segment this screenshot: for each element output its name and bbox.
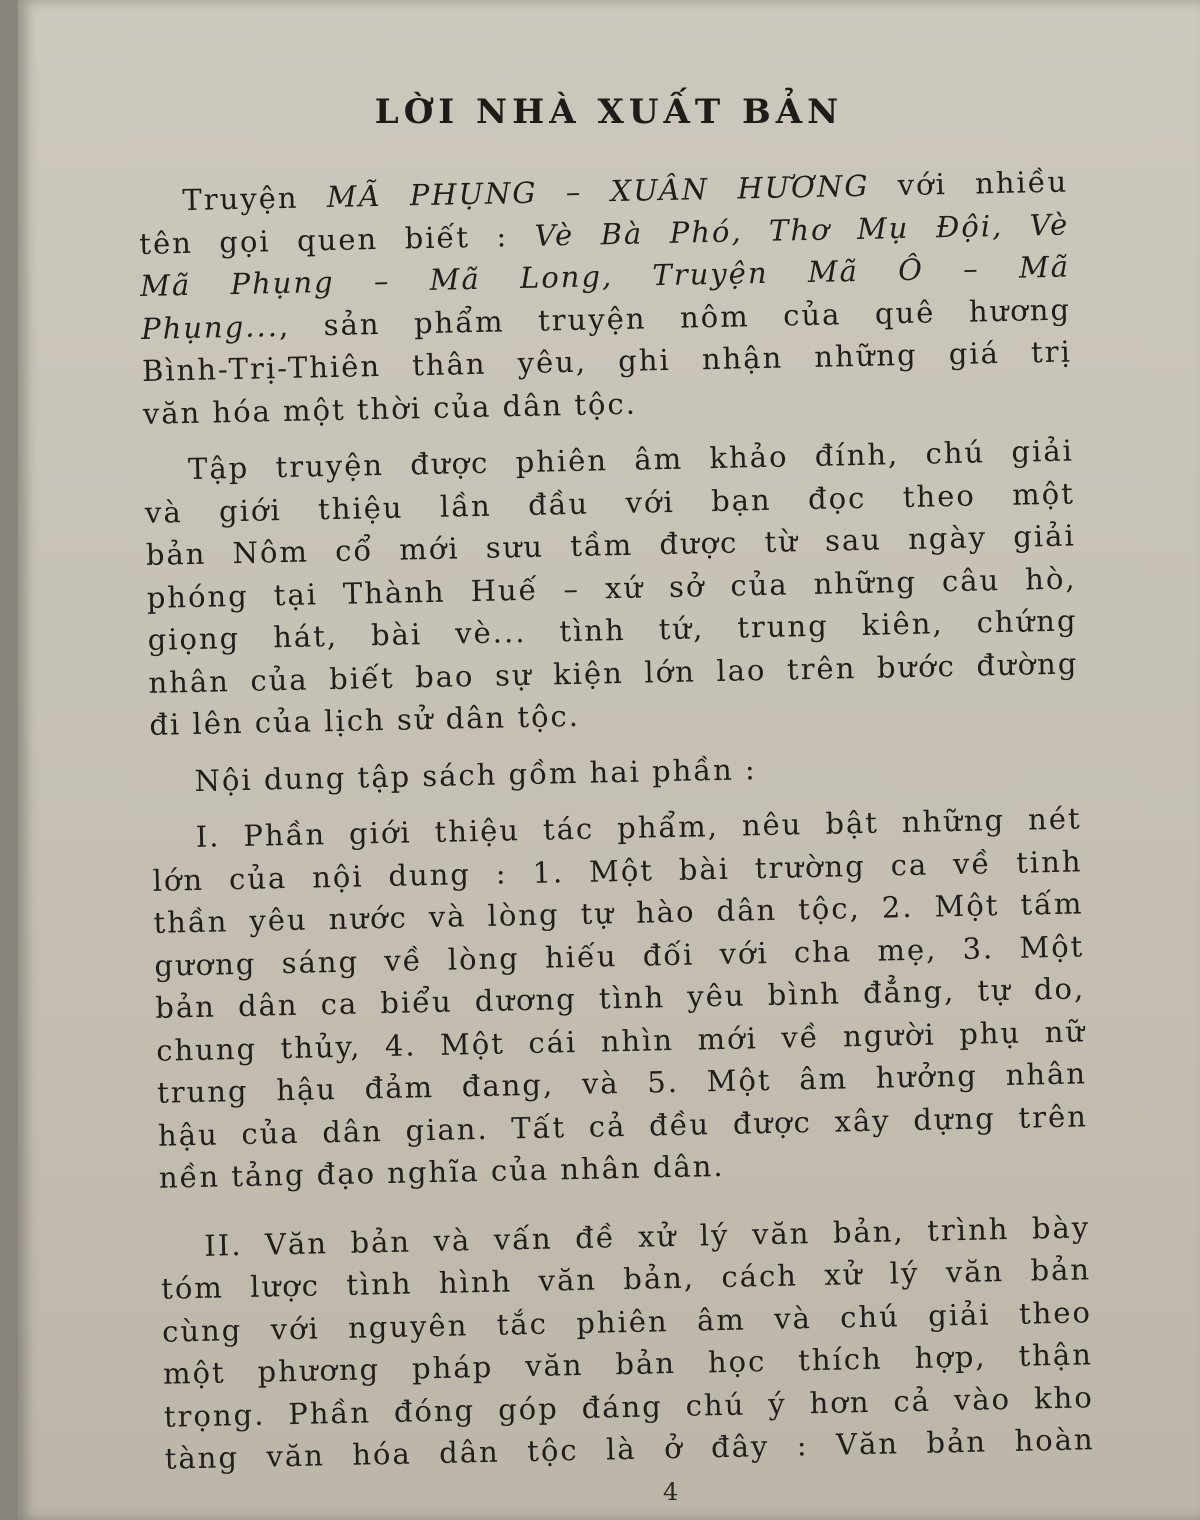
para5-line-2: tóm lược tình hình văn bản, cách xử lý văn bản (160, 1252, 1092, 1306)
para1-line-2: tên gọi quen biết : Vè Bà Phó, Thơ Mụ Đội, Vè (138, 207, 1070, 261)
para4-line-1: I. Phần giới thiệu tác phẩm, nêu bật những nét (195, 801, 1082, 854)
para4-line-9: nền tảng đạo nghĩa của nhân dân. (158, 1148, 725, 1195)
para2-line-6: nhân của biết bao sự kiện lớn lao trên bước đường (148, 645, 1079, 700)
para1-line-6: văn hóa một thời của dân tộc. (142, 386, 638, 431)
para2-line-1: Tập truyện được phiên âm khảo đính, chú giải (187, 433, 1075, 487)
para2-line-3: bản Nôm cổ mới sưu tầm được từ sau ngày giải (145, 518, 1077, 572)
para2-line-5: giọng hát, bài vè... tình tứ, trung kiên, chứng (147, 603, 1078, 657)
para2-line-7: đi lên của lịch sử dân tộc. (149, 698, 581, 742)
para5-line-6: tàng văn hóa dân tộc là ở đây : Văn bản hoàn (164, 1422, 1095, 1476)
para4-line-8: hậu của dân gian. Tất cả đều được xây dựng trên (157, 1098, 1089, 1153)
para4-line-5: bản dân ca biểu dương tình yêu bình đẳng, tự do, (154, 971, 1086, 1025)
para5-line-1: II. Văn bản và vấn đề xử lý văn bản, trình bày (203, 1209, 1091, 1263)
para4-line-2: lớn của nội dung : 1. Một bài trường ca về tinh (152, 843, 1083, 898)
para4-line-7: trung hậu đảm đang, và 5. Một âm hưởng nhân (156, 1056, 1088, 1110)
para4-line-3: thần yêu nước và lòng tự hào dân tộc, 2. Một tấm (153, 886, 1084, 940)
para4-line-4: gương sáng về lòng hiếu đối với cha mẹ, 3. Một (154, 928, 1085, 983)
para5-line-4: một phương pháp văn bản học thích hợp, thận (162, 1337, 1094, 1391)
body-text (138, 161, 1095, 1481)
para1-line-3: Mã Phụng – Mã Long, Truyện Mã Ô – Mã (139, 249, 1071, 303)
para2-line-2: và giới thiệu lần đầu với bạn đọc theo một (144, 475, 1076, 530)
para1-line-1: Truyện MÃ PHỤNG – XUÂN HƯƠNG với nhiều (182, 164, 1069, 218)
para3-line-1: Nội dung tập sách gồm hai phần : (194, 751, 758, 798)
page-title: LỜI NHÀ XUẤT BẢN (374, 92, 844, 132)
page-number: 4 (663, 1478, 679, 1506)
para1-line-4: Phụng..., sản phẩm truyện nôm của quê hương (140, 291, 1072, 346)
para4-line-6: chung thủy, 4. Một cái nhìn mới về người phụ nữ (155, 1013, 1087, 1068)
book-page (18, 0, 1200, 1520)
para5-line-5: trọng. Phần đóng góp đáng chú ý hơn cả vào kho (163, 1379, 1095, 1434)
para5-line-3: cùng với nguyên tắc phiên âm và chú giải theo (161, 1294, 1093, 1349)
para2-line-4: phóng tại Thành Huế – xứ sở của những câu hò, (146, 560, 1077, 615)
para1-line-5: Bình-Trị-Thiên thân yêu, ghi nhận những giá trị (141, 334, 1073, 388)
